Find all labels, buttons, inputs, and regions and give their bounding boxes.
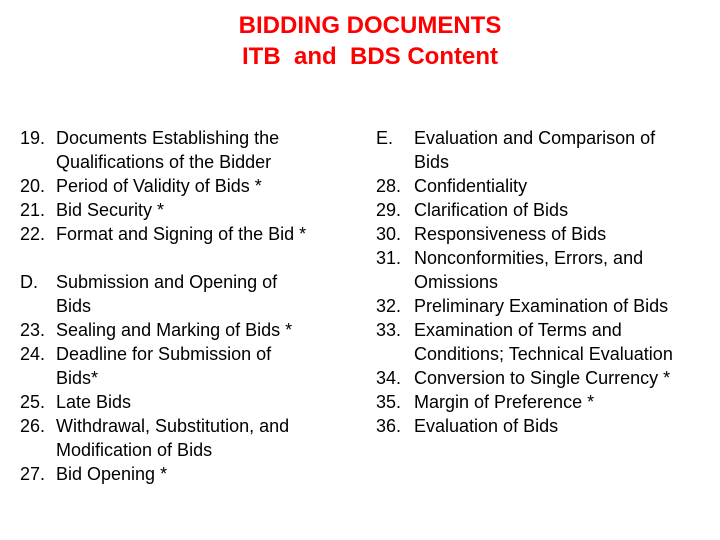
item-number: 21.: [20, 200, 46, 220]
item-number: 22.: [20, 224, 46, 244]
item-number: 31.: [376, 248, 402, 268]
item-line: Clarification of Bids: [414, 200, 569, 220]
item-text: [56, 390, 365, 414]
item-text: [414, 318, 720, 366]
list-item: [20, 462, 365, 486]
section-letter: D.: [20, 272, 38, 292]
item-line: Qualifications of the Bidder: [56, 152, 272, 172]
item-line: Late Bids: [56, 392, 132, 412]
item-number: 24.: [20, 344, 46, 364]
list-item: [376, 198, 720, 222]
item-line: Format and Signing of the Bid *: [56, 224, 307, 244]
list-item: [376, 414, 720, 438]
item-line: Modification of Bids: [56, 440, 213, 460]
section-letter: E.: [376, 128, 394, 148]
item-line: Period of Validity of Bids *: [56, 176, 262, 196]
item-text: [56, 270, 365, 318]
item-number: 28.: [376, 176, 402, 196]
item-number: 20.: [20, 176, 46, 196]
item-number: 26.: [20, 416, 46, 436]
item-line: Withdrawal, Substitution, and: [56, 416, 290, 436]
item-line: Submission and Opening of: [56, 272, 278, 292]
item-number: 33.: [376, 320, 402, 340]
item-line: Confidentiality: [414, 176, 528, 196]
list-item: [376, 366, 720, 390]
list-item: [376, 174, 720, 198]
item-text: [56, 198, 365, 222]
item-number: 29.: [376, 200, 402, 220]
item-line: Evaluation of Bids: [414, 416, 559, 436]
item-number: 35.: [376, 392, 402, 412]
section-heading: [376, 126, 720, 174]
item-line: Bid Security *: [56, 200, 165, 220]
item-text: [56, 462, 365, 486]
left-column-list: [20, 126, 365, 486]
item-text: [414, 222, 720, 246]
item-number: 34.: [376, 368, 402, 388]
list-item: [20, 414, 365, 462]
item-number: 23.: [20, 320, 46, 340]
item-text: [56, 414, 365, 462]
list-item: [376, 318, 720, 366]
item-line: Bids: [414, 152, 450, 172]
item-text: [414, 174, 720, 198]
item-text: [56, 222, 365, 246]
item-number: 27.: [20, 464, 46, 484]
item-line: Conditions; Technical Evaluation: [414, 344, 673, 364]
item-number: 36.: [376, 416, 402, 436]
item-line: Deadline for Submission of: [56, 344, 272, 364]
list-item: [376, 294, 720, 318]
title-line-1: BIDDING DOCUMENTS: [238, 12, 502, 39]
list-item: [20, 342, 365, 390]
item-line: Sealing and Marking of Bids *: [56, 320, 293, 340]
item-line: Examination of Terms and: [414, 320, 622, 340]
right-column-list: [376, 126, 720, 438]
item-text: [56, 126, 365, 174]
item-line: Responsiveness of Bids: [414, 224, 607, 244]
list-item: [376, 390, 720, 414]
item-text: [56, 318, 365, 342]
item-line: Evaluation and Comparison of: [414, 128, 656, 148]
list-item: [20, 222, 365, 246]
list-item: [20, 390, 365, 414]
item-line: Preliminary Examination of Bids: [414, 296, 669, 316]
item-line: Nonconformities, Errors, and: [414, 248, 644, 268]
item-number: 19.: [20, 128, 46, 148]
item-text: [414, 294, 720, 318]
item-number: 30.: [376, 224, 402, 244]
section-gap: [20, 246, 365, 270]
item-number: 25.: [20, 392, 46, 412]
item-text: [414, 198, 720, 222]
list-item: [20, 318, 365, 342]
title-line-2: ITB and BDS Content: [242, 43, 498, 70]
item-text: [414, 126, 720, 174]
list-item: [376, 246, 720, 294]
item-text: [56, 342, 365, 390]
item-line: Documents Establishing the: [56, 128, 280, 148]
item-line: Margin of Preference *: [414, 392, 595, 412]
slide-title: [0, 10, 720, 72]
list-item: [20, 198, 365, 222]
item-line: Omissions: [414, 272, 499, 292]
item-number: 32.: [376, 296, 402, 316]
item-line: Bid Opening *: [56, 464, 168, 484]
list-item: [20, 126, 365, 174]
list-item: [20, 174, 365, 198]
item-text: [414, 246, 720, 294]
item-line: Bids: [56, 296, 92, 316]
section-heading: [20, 270, 365, 318]
item-line: Conversion to Single Currency *: [414, 368, 671, 388]
item-text: [56, 174, 365, 198]
list-item: [376, 222, 720, 246]
item-line: Bids*: [56, 368, 99, 388]
item-text: [414, 414, 720, 438]
item-text: [414, 390, 720, 414]
item-text: [414, 366, 720, 390]
